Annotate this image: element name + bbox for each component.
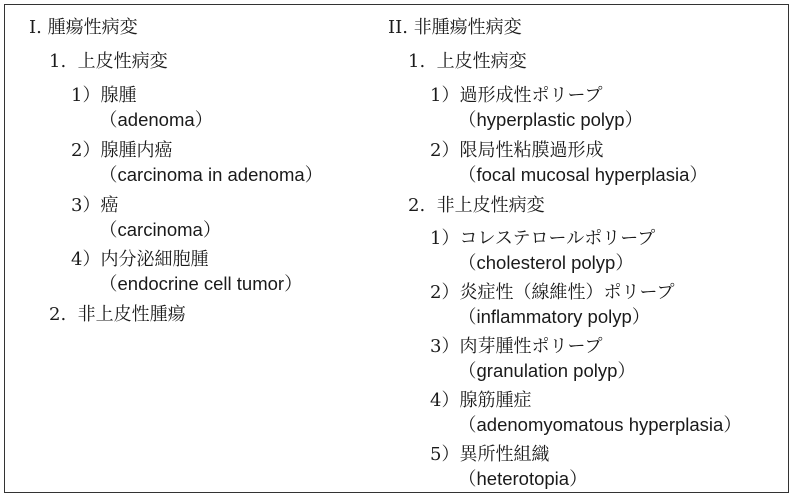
item-japanese: コレステロールポリープ xyxy=(459,228,656,249)
left-heading-number: I. xyxy=(29,17,42,38)
item-number: 4） xyxy=(430,390,460,411)
left-heading-text: 腫瘍性病変 xyxy=(47,17,138,38)
item-number: 1） xyxy=(430,85,460,106)
right-section-2 xyxy=(408,194,545,218)
item-english: （endocrine cell tumor） xyxy=(99,273,303,294)
item-english: （focal mucosal hyperplasia） xyxy=(458,164,708,185)
item-english: （adenomyomatous hyperplasia） xyxy=(458,414,742,435)
list-item xyxy=(71,84,136,108)
list-item xyxy=(430,335,603,359)
left-heading xyxy=(29,16,138,40)
list-item xyxy=(430,139,603,163)
item-english: （adenoma） xyxy=(99,109,214,130)
item-number: 3） xyxy=(71,195,101,216)
list-item xyxy=(430,84,603,108)
item-english: （granulation polyp） xyxy=(458,360,636,381)
item-japanese: 腺腫内癌 xyxy=(100,140,173,161)
item-japanese: 腺腫 xyxy=(100,85,137,106)
item-japanese: 肉芽腫性ポリープ xyxy=(459,336,603,357)
right-heading-number: II. xyxy=(388,17,408,38)
item-japanese: 炎症性（線維性）ポリープ xyxy=(459,282,675,303)
list-item xyxy=(430,389,531,413)
section-number: 2. xyxy=(49,304,67,325)
item-number: 1） xyxy=(71,85,101,106)
item-number: 2） xyxy=(430,140,460,161)
list-item xyxy=(71,139,172,163)
item-number: 2） xyxy=(430,282,460,303)
section-title: 上皮性病変 xyxy=(436,51,527,72)
item-english: （carcinoma） xyxy=(99,219,222,240)
item-number: 5） xyxy=(430,444,460,465)
item-japanese: 限局性粘膜過形成 xyxy=(459,140,604,161)
item-english: （inflammatory polyp） xyxy=(458,306,651,327)
right-heading xyxy=(388,16,522,40)
list-item xyxy=(71,194,118,218)
left-section-2 xyxy=(49,303,186,327)
item-japanese: 異所性組織 xyxy=(459,444,550,465)
section-title: 非上皮性腫瘍 xyxy=(77,304,186,325)
section-number: 1. xyxy=(408,51,426,72)
item-number: 4） xyxy=(71,249,101,270)
item-number: 1） xyxy=(430,228,460,249)
item-english: （carcinoma in adenoma） xyxy=(99,164,324,185)
section-title: 非上皮性病変 xyxy=(436,195,545,216)
classification-table xyxy=(4,4,789,493)
right-section-1 xyxy=(408,50,527,74)
item-japanese: 過形成性ポリープ xyxy=(459,85,603,106)
section-title: 上皮性病変 xyxy=(77,51,168,72)
list-item xyxy=(71,248,208,272)
list-item xyxy=(430,443,549,467)
left-section-1 xyxy=(49,50,168,74)
item-number: 2） xyxy=(71,140,101,161)
item-japanese: 内分泌細胞腫 xyxy=(100,249,209,270)
section-number: 2. xyxy=(408,195,426,216)
section-number: 1. xyxy=(49,51,67,72)
item-english: （cholesterol polyp） xyxy=(458,252,634,273)
item-english: （hyperplastic polyp） xyxy=(458,109,644,130)
list-item xyxy=(430,281,675,305)
item-english: （heterotopia） xyxy=(458,468,588,489)
item-japanese: 癌 xyxy=(100,195,119,216)
item-number: 3） xyxy=(430,336,460,357)
item-japanese: 腺筋腫症 xyxy=(459,390,532,411)
right-heading-text: 非腫瘍性病変 xyxy=(413,17,522,38)
list-item xyxy=(430,227,655,251)
